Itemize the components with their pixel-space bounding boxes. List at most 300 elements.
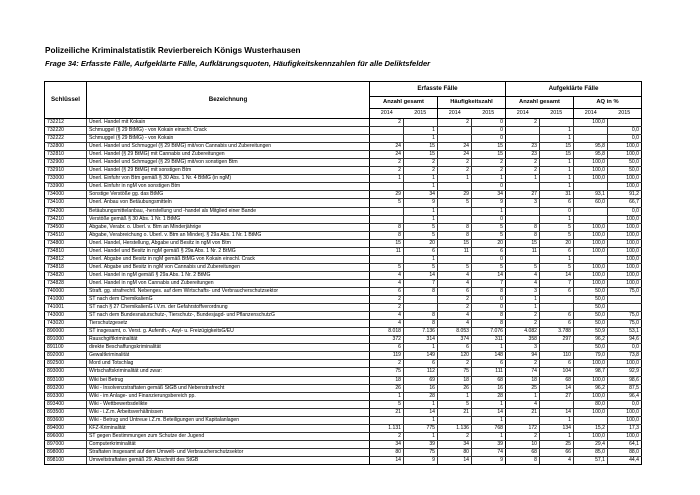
cell-bezeichnung: Unerl. Abgabe und Besitz in ngM gemäß BtMG von Kokain einschl. Crack xyxy=(87,255,370,263)
table-row xyxy=(45,416,642,424)
cell-erfasst-2015 xyxy=(404,304,438,312)
cell-erfasst-2014: 2 xyxy=(370,119,404,127)
cell-hz-2015: 9 xyxy=(472,456,506,464)
cell-hz-2015: 14 xyxy=(472,408,506,416)
cell-hz-2014: 75 xyxy=(438,368,472,376)
cell-hz-2014: 8.053 xyxy=(438,328,472,336)
cell-bezeichnung: Wiki bei Betrug xyxy=(87,376,370,384)
header-year: 2015 xyxy=(472,109,506,119)
cell-aq-2014: 100,0 xyxy=(574,376,608,384)
cell-aufgeklaert-2014: 23 xyxy=(506,151,540,159)
cell-aq-2015: 75,0 xyxy=(608,287,642,295)
cell-bezeichnung: ST insgesamt, o. Verst. g. Aufenth.-, Asyl- u. FreizügigkeitsG/EU xyxy=(87,328,370,336)
cell-aq-2015: 100,0 xyxy=(608,279,642,287)
cell-aufgeklaert-2015: 1 xyxy=(540,159,574,167)
cell-schluessel: 891100 xyxy=(45,344,87,352)
cell-aq-2014: 100,0 xyxy=(574,408,608,416)
cell-aufgeklaert-2014: 2 xyxy=(506,167,540,175)
cell-erfasst-2015: 34 xyxy=(404,191,438,199)
cell-erfasst-2015: 1 xyxy=(404,255,438,263)
cell-erfasst-2015: 7.136 xyxy=(404,328,438,336)
cell-bezeichnung: ST nach dem ChemikalienG xyxy=(87,296,370,304)
cell-aufgeklaert-2015: 15 xyxy=(540,151,574,159)
cell-aufgeklaert-2014: 5 xyxy=(506,263,540,271)
cell-aufgeklaert-2015 xyxy=(540,304,574,312)
cell-aufgeklaert-2014: 1 xyxy=(506,296,540,304)
table-row xyxy=(45,368,642,376)
cell-hz-2014: 80 xyxy=(438,448,472,456)
cell-erfasst-2015: 9 xyxy=(404,199,438,207)
header-anzahl-gesamt: Anzahl gesamt xyxy=(370,97,438,109)
cell-aufgeklaert-2015: 5 xyxy=(540,223,574,231)
cell-schluessel: 734000 xyxy=(45,191,87,199)
header-year: 2014 xyxy=(438,109,472,119)
table-row xyxy=(45,432,642,440)
table-row xyxy=(45,400,642,408)
cell-schluessel: 894000 xyxy=(45,424,87,432)
table-row xyxy=(45,151,642,159)
cell-aufgeklaert-2014: 21 xyxy=(506,408,540,416)
cell-aufgeklaert-2014: 74 xyxy=(506,368,540,376)
cell-aufgeklaert-2015: 27 xyxy=(540,392,574,400)
cell-hz-2014: 14 xyxy=(438,456,472,464)
cell-bezeichnung: ST nach dem Bundesnaturschutz-, Tierschutz-, Bundesjagd- und PflanzenschutzG xyxy=(87,312,370,320)
cell-aq-2015: 53,1 xyxy=(608,328,642,336)
table-row xyxy=(45,167,642,175)
cell-aufgeklaert-2014: 3 xyxy=(506,199,540,207)
cell-aq-2015: 100,0 xyxy=(608,215,642,223)
cell-hz-2015: 6 xyxy=(472,360,506,368)
cell-aq-2014 xyxy=(574,215,608,223)
cell-aq-2015: 75,0 xyxy=(608,320,642,328)
cell-hz-2014: 1 xyxy=(438,392,472,400)
cell-aq-2014: 50,9 xyxy=(574,328,608,336)
cell-schluessel: 893100 xyxy=(45,376,87,384)
cell-erfasst-2014 xyxy=(370,215,404,223)
cell-erfasst-2014: 6 xyxy=(370,287,404,295)
cell-bezeichnung: Straft. gg. strafrechtl. Nebenges. auf dem Wirtschafts- und Verbraucherschutzsektor xyxy=(87,287,370,295)
cell-aufgeklaert-2014: 2 xyxy=(506,320,540,328)
cell-aufgeklaert-2014: 1 xyxy=(506,175,540,183)
cell-erfasst-2015: 20 xyxy=(404,239,438,247)
cell-bezeichnung: Unerl. Handel und Schmuggel (§ 29 BtMG) mit/von Cannabis und Zubereitungen xyxy=(87,143,370,151)
cell-aufgeklaert-2014: 11 xyxy=(506,247,540,255)
cell-erfasst-2014: 119 xyxy=(370,352,404,360)
cell-erfasst-2015: 6 xyxy=(404,360,438,368)
cell-erfasst-2014 xyxy=(370,416,404,424)
cell-erfasst-2014: 8 xyxy=(370,231,404,239)
cell-aq-2015: 0,0 xyxy=(608,207,642,215)
cell-aq-2014: 100,0 xyxy=(574,263,608,271)
cell-hz-2014: 24 xyxy=(438,151,472,159)
cell-aq-2015: 75,0 xyxy=(608,312,642,320)
cell-aufgeklaert-2015: 110 xyxy=(540,352,574,360)
cell-schluessel: 892000 xyxy=(45,352,87,360)
cell-bezeichnung: Wirtschaftskriminalität und zwar: xyxy=(87,368,370,376)
cell-aq-2014 xyxy=(574,135,608,143)
cell-bezeichnung: Unerl. Handel und Besitz in ngM gemäß § 29a Abs. 1 Nr. 2 BtMG xyxy=(87,247,370,255)
cell-erfasst-2015: 2 xyxy=(404,167,438,175)
cell-erfasst-2015: 1 xyxy=(404,207,438,215)
cell-aq-2015: 100,0 xyxy=(608,255,642,263)
cell-aq-2015: 50,0 xyxy=(608,167,642,175)
cell-aufgeklaert-2014: 15 xyxy=(506,239,540,247)
cell-bezeichnung: Tierschutzgesetz xyxy=(87,320,370,328)
cell-hz-2014: 24 xyxy=(438,143,472,151)
cell-bezeichnung: Gewaltkriminalität xyxy=(87,352,370,360)
cell-aq-2015: 0,0 xyxy=(608,127,642,135)
cell-hz-2015: 0 xyxy=(472,215,506,223)
cell-aufgeklaert-2015: 1 xyxy=(540,416,574,424)
cell-hz-2015: 6 xyxy=(472,247,506,255)
cell-bezeichnung: Unerl. Einfuhr in ngM von sonstigen Btm xyxy=(87,183,370,191)
cell-erfasst-2014 xyxy=(370,183,404,191)
cell-schluessel: 743000 xyxy=(45,312,87,320)
cell-bezeichnung: Abgabe, Verabr. o. Überl. v. Btm an Minderjährige xyxy=(87,223,370,231)
cell-hz-2015: 5 xyxy=(472,231,506,239)
cell-hz-2015: 2 xyxy=(472,167,506,175)
cell-schluessel: 734100 xyxy=(45,199,87,207)
cell-aufgeklaert-2014: 8 xyxy=(506,223,540,231)
cell-erfasst-2014: 2 xyxy=(370,159,404,167)
cell-hz-2015: 8 xyxy=(472,287,506,295)
cell-hz-2015: 68 xyxy=(472,376,506,384)
cell-erfasst-2014: 29 xyxy=(370,191,404,199)
cell-schluessel: 734812 xyxy=(45,255,87,263)
cell-aufgeklaert-2015: 25 xyxy=(540,440,574,448)
cell-aufgeklaert-2015: 6 xyxy=(540,199,574,207)
cell-bezeichnung: Verstöße gemäß § 30 Abs. 1 Nr. 1 BtMG xyxy=(87,215,370,223)
table-row xyxy=(45,304,642,312)
cell-aq-2015: 91,2 xyxy=(608,191,642,199)
cell-aufgeklaert-2014 xyxy=(506,207,540,215)
cell-aufgeklaert-2015: 7 xyxy=(540,279,574,287)
cell-erfasst-2014: 11 xyxy=(370,247,404,255)
cell-schluessel: 741000 xyxy=(45,296,87,304)
cell-aq-2015: 100,0 xyxy=(608,223,642,231)
cell-erfasst-2015: 69 xyxy=(404,376,438,384)
cell-hz-2014: 120 xyxy=(438,352,472,360)
table-row xyxy=(45,287,642,295)
cell-hz-2015: 7 xyxy=(472,279,506,287)
cell-hz-2015: 5 xyxy=(472,263,506,271)
cell-hz-2014: 8 xyxy=(438,223,472,231)
table-row xyxy=(45,448,642,456)
cell-aq-2015: 92,9 xyxy=(608,368,642,376)
cell-hz-2015: 0 xyxy=(472,304,506,312)
cell-schluessel: 893400 xyxy=(45,400,87,408)
cell-hz-2014 xyxy=(438,416,472,424)
cell-erfasst-2015: 1 xyxy=(404,432,438,440)
cell-erfasst-2015: 1 xyxy=(404,416,438,424)
cell-schluessel: 732212 xyxy=(45,119,87,127)
cell-aq-2014: 100,0 xyxy=(574,360,608,368)
cell-aufgeklaert-2015: 104 xyxy=(540,368,574,376)
cell-aufgeklaert-2015: 1 xyxy=(540,183,574,191)
table-row xyxy=(45,336,642,344)
table-row xyxy=(45,320,642,328)
cell-schluessel: 890000 xyxy=(45,328,87,336)
cell-bezeichnung: Unerl. Abgabe und Besitz in ngM von Cannabis und Zubereitungen xyxy=(87,263,370,271)
cell-hz-2015: 148 xyxy=(472,352,506,360)
cell-aufgeklaert-2014: 2 xyxy=(506,312,540,320)
cell-aq-2014: 100,0 xyxy=(574,432,608,440)
cell-hz-2015: 0 xyxy=(472,183,506,191)
cell-aq-2014: 50,0 xyxy=(574,344,608,352)
cell-aq-2014: 100,0 xyxy=(574,119,608,127)
header-year: 2015 xyxy=(608,109,642,119)
cell-hz-2014: 4 xyxy=(438,320,472,328)
cell-schluessel: 734500 xyxy=(45,223,87,231)
table-row xyxy=(45,376,642,384)
cell-erfasst-2015: 8 xyxy=(404,320,438,328)
cell-aq-2014: 60,0 xyxy=(574,199,608,207)
table-row xyxy=(45,408,642,416)
cell-erfasst-2014: 1.131 xyxy=(370,424,404,432)
cell-erfasst-2015 xyxy=(404,296,438,304)
cell-aq-2015: 94,6 xyxy=(608,336,642,344)
cell-hz-2015: 0 xyxy=(472,127,506,135)
cell-aq-2014: 96,2 xyxy=(574,336,608,344)
cell-hz-2015: 15 xyxy=(472,151,506,159)
cell-bezeichnung: Umweltstraftaten gemäß 29. Abschnitt des StGB xyxy=(87,456,370,464)
cell-aufgeklaert-2015: 1 xyxy=(540,175,574,183)
table-row xyxy=(45,392,642,400)
cell-erfasst-2014: 1 xyxy=(370,392,404,400)
cell-bezeichnung: Wiki - Wettbewerbsdelikte xyxy=(87,400,370,408)
cell-erfasst-2014: 2 xyxy=(370,296,404,304)
cell-hz-2015: 0 xyxy=(472,119,506,127)
cell-bezeichnung: Unerl. Handel in ngM gemäß § 29a Abs. 1 Nr. 2 BtMG xyxy=(87,271,370,279)
cell-hz-2014: 1 xyxy=(438,175,472,183)
cell-aq-2014: 93,1 xyxy=(574,191,608,199)
cell-erfasst-2014: 24 xyxy=(370,151,404,159)
cell-aufgeklaert-2014: 4 xyxy=(506,279,540,287)
cell-aq-2014: 80,0 xyxy=(574,400,608,408)
cell-hz-2014 xyxy=(438,215,472,223)
cell-erfasst-2015: 39 xyxy=(404,440,438,448)
cell-schluessel: 734828 xyxy=(45,279,87,287)
cell-aq-2014: 50,0 xyxy=(574,304,608,312)
cell-erfasst-2014: 21 xyxy=(370,408,404,416)
cell-hz-2014: 11 xyxy=(438,247,472,255)
cell-hz-2015: 1 xyxy=(472,207,506,215)
cell-hz-2015: 0 xyxy=(472,135,506,143)
cell-bezeichnung: Betäubungsmittelanbau, -herstellung und -handel als Mitglied einer Bande xyxy=(87,207,370,215)
cell-hz-2015: 20 xyxy=(472,239,506,247)
cell-erfasst-2015: 7 xyxy=(404,279,438,287)
cell-erfasst-2014: 2 xyxy=(370,432,404,440)
cell-erfasst-2014: 5 xyxy=(370,263,404,271)
cell-hz-2015: 111 xyxy=(472,368,506,376)
cell-bezeichnung: Unerl. Handel in ngM von Cannabis und Zubereitungen xyxy=(87,279,370,287)
cell-aufgeklaert-2014: 10 xyxy=(506,440,540,448)
cell-hz-2014: 15 xyxy=(438,239,472,247)
cell-aq-2015: 0,0 xyxy=(608,400,642,408)
cell-hz-2014 xyxy=(438,127,472,135)
header-year: 2014 xyxy=(370,109,404,119)
table-row xyxy=(45,239,642,247)
cell-hz-2015: 28 xyxy=(472,392,506,400)
cell-aq-2014: 96,2 xyxy=(574,384,608,392)
cell-schluessel: 734810 xyxy=(45,247,87,255)
cell-aufgeklaert-2014: 25 xyxy=(506,384,540,392)
cell-hz-2014: 5 xyxy=(438,400,472,408)
cell-aq-2014: 50,0 xyxy=(574,312,608,320)
cell-erfasst-2014: 18 xyxy=(370,376,404,384)
cell-hz-2014 xyxy=(438,207,472,215)
cell-aufgeklaert-2015: 1 xyxy=(540,432,574,440)
cell-hz-2015: 7.076 xyxy=(472,328,506,336)
cell-aufgeklaert-2015: 0 xyxy=(540,207,574,215)
cell-aq-2014: 85,0 xyxy=(574,448,608,456)
cell-erfasst-2014: 6 xyxy=(370,344,404,352)
cell-hz-2015: 768 xyxy=(472,424,506,432)
cell-hz-2015: 1 xyxy=(472,432,506,440)
cell-erfasst-2014: 1 xyxy=(370,175,404,183)
cell-erfasst-2014: 75 xyxy=(370,368,404,376)
cell-aufgeklaert-2015 xyxy=(540,400,574,408)
cell-hz-2014: 6 xyxy=(438,344,472,352)
cell-schluessel: 732800 xyxy=(45,143,87,151)
cell-aq-2015 xyxy=(608,296,642,304)
cell-aufgeklaert-2014: 4 xyxy=(506,271,540,279)
cell-aq-2015: 100,0 xyxy=(608,408,642,416)
cell-aufgeklaert-2015: 31 xyxy=(540,191,574,199)
cell-aq-2014: 100,0 xyxy=(574,247,608,255)
cell-hz-2015: 39 xyxy=(472,440,506,448)
cell-bezeichnung: KFZ-Kriminalität xyxy=(87,424,370,432)
cell-erfasst-2015: 314 xyxy=(404,336,438,344)
table-row xyxy=(45,328,642,336)
cell-aufgeklaert-2014 xyxy=(506,255,540,263)
cell-bezeichnung: direkte Beschaffungskriminalität xyxy=(87,344,370,352)
cell-hz-2015: 15 xyxy=(472,143,506,151)
cell-bezeichnung: Computerkriminalität xyxy=(87,440,370,448)
table-row xyxy=(45,344,642,352)
cell-aufgeklaert-2014: 3 xyxy=(506,287,540,295)
cell-hz-2015: 5 xyxy=(472,223,506,231)
cell-bezeichnung: Unerl. Handel mit Kokain xyxy=(87,119,370,127)
cell-aufgeklaert-2015: 5 xyxy=(540,263,574,271)
cell-aufgeklaert-2015: 15 xyxy=(540,143,574,151)
cell-aq-2015: 73,8 xyxy=(608,352,642,360)
cell-hz-2014: 4 xyxy=(438,271,472,279)
cell-aq-2015: 44,4 xyxy=(608,456,642,464)
table-row xyxy=(45,263,642,271)
cell-aufgeklaert-2015: 66 xyxy=(540,448,574,456)
cell-erfasst-2014 xyxy=(370,135,404,143)
table-row xyxy=(45,159,642,167)
cell-aq-2014: 50,0 xyxy=(574,296,608,304)
cell-aq-2015: 0,0 xyxy=(608,135,642,143)
cell-aq-2014: 98,7 xyxy=(574,368,608,376)
cell-schluessel: 893600 xyxy=(45,416,87,424)
cell-aq-2015: 100,0 xyxy=(608,247,642,255)
cell-schluessel: 891000 xyxy=(45,336,87,344)
table-row xyxy=(45,191,642,199)
cell-aq-2014: 15,2 xyxy=(574,424,608,432)
cell-aq-2014 xyxy=(574,127,608,135)
cell-hz-2014: 18 xyxy=(438,376,472,384)
cell-aq-2015: 96,4 xyxy=(608,392,642,400)
cell-hz-2014: 4 xyxy=(438,312,472,320)
cell-aufgeklaert-2015: 5 xyxy=(540,231,574,239)
cell-hz-2015: 34 xyxy=(472,191,506,199)
cell-hz-2014 xyxy=(438,183,472,191)
cell-aq-2014: 29,4 xyxy=(574,440,608,448)
cell-erfasst-2015: 28 xyxy=(404,392,438,400)
cell-aq-2015: 100,0 xyxy=(608,239,642,247)
cell-aq-2015: 17,3 xyxy=(608,424,642,432)
header-schluessel: Schlüssel xyxy=(45,82,87,119)
cell-hz-2015: 1 xyxy=(472,175,506,183)
header-year: 2014 xyxy=(506,109,540,119)
cell-erfasst-2015: 5 xyxy=(404,263,438,271)
table-row xyxy=(45,199,642,207)
table-row xyxy=(45,135,642,143)
cell-bezeichnung: Unerl. Handel, Herstellung, Abgabe und Besitz in ngM von Btm xyxy=(87,239,370,247)
header-year: 2015 xyxy=(540,109,574,119)
cell-aufgeklaert-2015: 14 xyxy=(540,271,574,279)
cell-schluessel: 734510 xyxy=(45,231,87,239)
cell-aq-2015: 100,0 xyxy=(608,416,642,424)
cell-aq-2014: 100,0 xyxy=(574,231,608,239)
cell-aufgeklaert-2014 xyxy=(506,416,540,424)
cell-aufgeklaert-2015: 14 xyxy=(540,384,574,392)
cell-aufgeklaert-2015: 1 xyxy=(540,135,574,143)
cell-hz-2014: 2 xyxy=(438,304,472,312)
cell-aufgeklaert-2014 xyxy=(506,127,540,135)
cell-hz-2015: 0 xyxy=(472,255,506,263)
cell-erfasst-2014: 15 xyxy=(370,239,404,247)
cell-schluessel: 893300 xyxy=(45,392,87,400)
cell-aufgeklaert-2014: 4.082 xyxy=(506,328,540,336)
cell-schluessel: 892500 xyxy=(45,360,87,368)
cell-hz-2014: 2 xyxy=(438,119,472,127)
cell-bezeichnung: Rauschgiftkriminalität xyxy=(87,336,370,344)
header-aq-prozent: AQ in % xyxy=(574,97,642,109)
cell-aq-2014: 57,1 xyxy=(574,456,608,464)
cell-aufgeklaert-2014 xyxy=(506,215,540,223)
cell-hz-2014: 6 xyxy=(438,287,472,295)
header-erfasste-faelle: Erfasste Fälle xyxy=(370,82,506,97)
cell-erfasst-2014: 2 xyxy=(370,167,404,175)
cell-aufgeklaert-2014: 2 xyxy=(506,119,540,127)
cell-erfasst-2015: 112 xyxy=(404,368,438,376)
cell-erfasst-2015: 6 xyxy=(404,247,438,255)
cell-schluessel: 740000 xyxy=(45,287,87,295)
cell-aufgeklaert-2015: 1 xyxy=(540,255,574,263)
cell-hz-2015: 311 xyxy=(472,336,506,344)
cell-schluessel: 734818 xyxy=(45,263,87,271)
cell-aufgeklaert-2015: 14 xyxy=(540,408,574,416)
cell-schluessel: 743020 xyxy=(45,320,87,328)
cell-aufgeklaert-2015: 3.788 xyxy=(540,328,574,336)
cell-hz-2015: 8 xyxy=(472,312,506,320)
cell-aq-2014: 50,0 xyxy=(574,320,608,328)
cell-hz-2014: 34 xyxy=(438,440,472,448)
cell-aufgeklaert-2015: 134 xyxy=(540,424,574,432)
cell-schluessel: 896000 xyxy=(45,432,87,440)
cell-erfasst-2014: 8.018 xyxy=(370,328,404,336)
cell-aq-2014: 100,0 xyxy=(574,392,608,400)
cell-hz-2015: 2 xyxy=(472,159,506,167)
table-row xyxy=(45,271,642,279)
cell-aq-2015: 64,1 xyxy=(608,440,642,448)
table-row xyxy=(45,360,642,368)
cell-erfasst-2014: 2 xyxy=(370,304,404,312)
